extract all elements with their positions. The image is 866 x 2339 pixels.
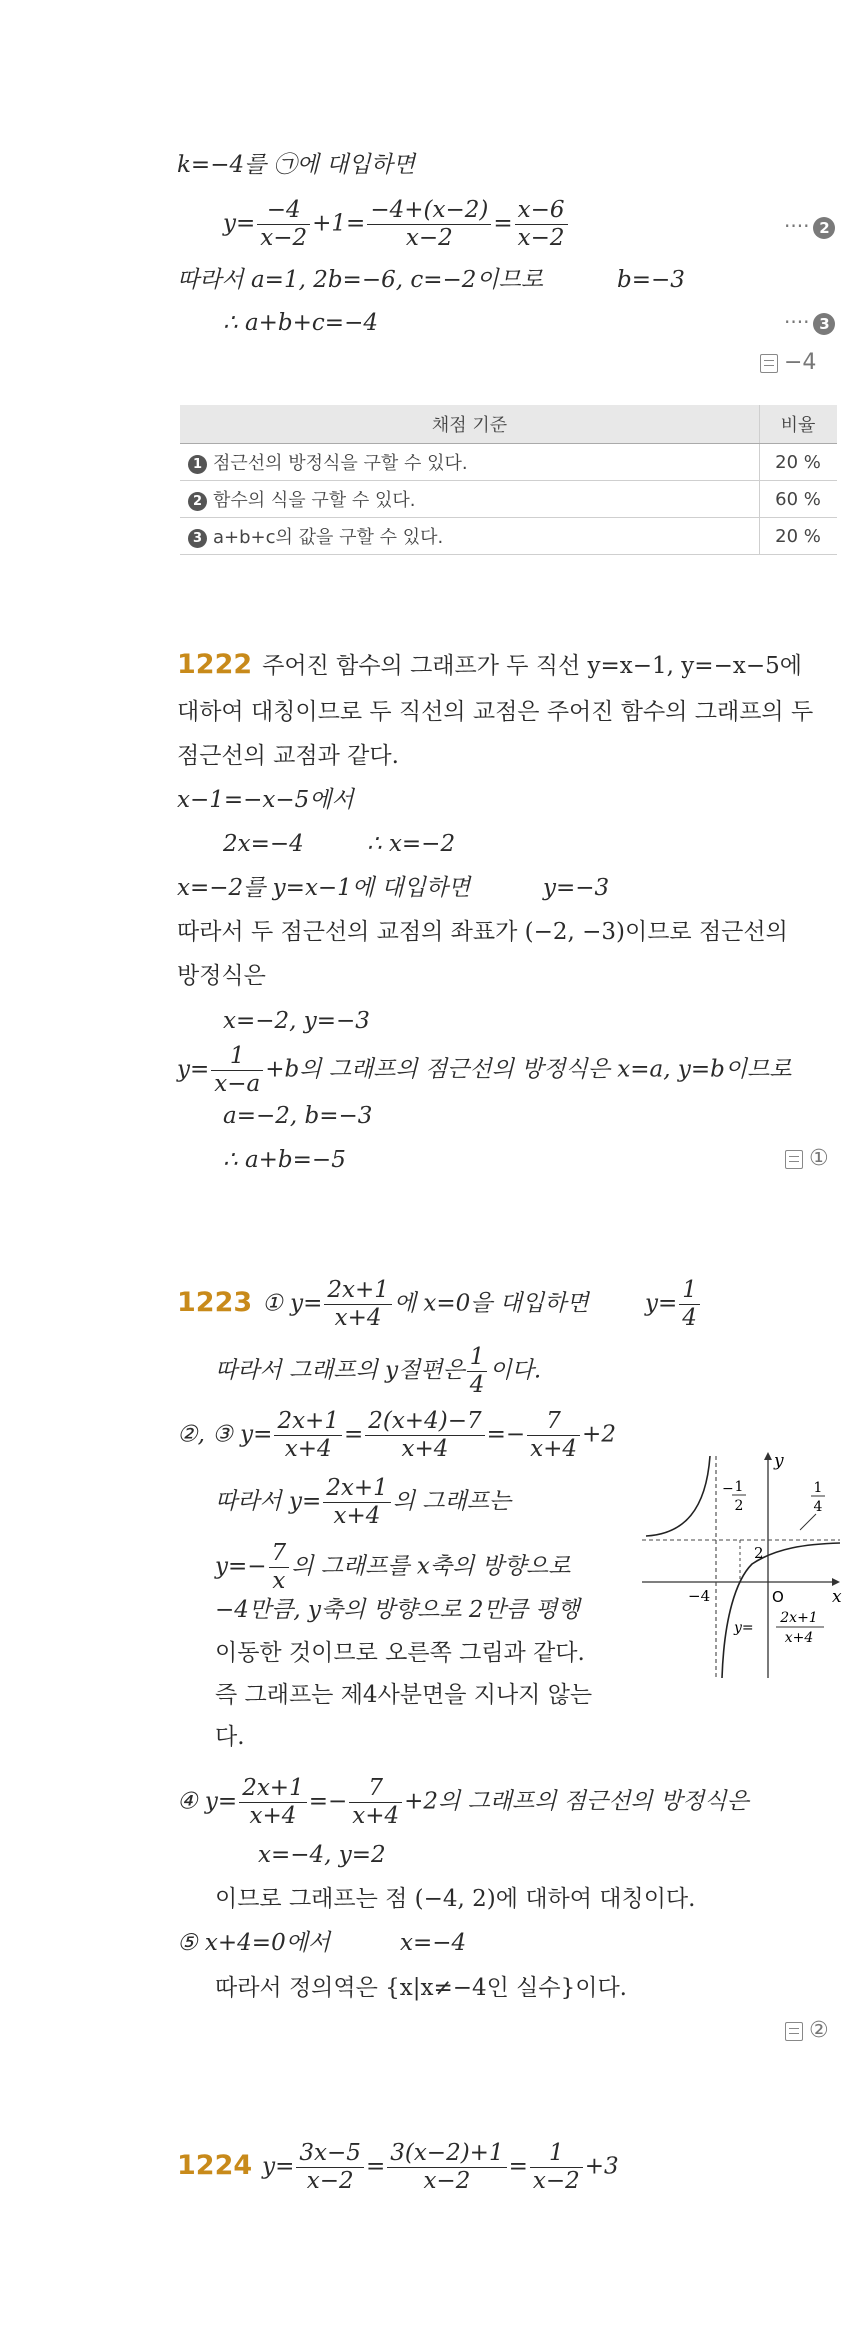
scoring-table (180, 405, 837, 555)
problem-1223-line9: 다. (215, 1724, 245, 1750)
fraction: $\frac{7}{x}$ (269, 1540, 290, 1595)
svg-text:2: 2 (734, 1498, 744, 1514)
header-ratio: 비율 (760, 405, 838, 444)
fraction: $\frac{1}{x-2}$ (530, 2140, 583, 2195)
step-marker-2: ···· 2 (784, 214, 835, 239)
table-header (180, 405, 837, 444)
fraction: $\frac{7}{x+4}$ (527, 1408, 580, 1463)
problem-1222-line10: y= $\frac{1}{x-a}$ +b의 그래프의 점근선의 방정식은 x=a, y=b이므로 (177, 1043, 792, 1097)
answer-icon (785, 1150, 803, 1169)
table-row: 3 a+b+c의 값을 구할 수 있다. 20 % (180, 518, 837, 555)
therefore-line: 따라서 a=1, 2b=−6, c=−2이므로 (177, 267, 544, 293)
svg-text:−: − (722, 1481, 734, 1497)
problem-number: 1224 (177, 2149, 253, 2181)
curve-equation-label (733, 1610, 824, 1646)
problem-1224-line: 1224 y= $\frac{3x-5}{x-2}$ = $\frac{3(x-2)+1}{x-2}$ = $\frac{1}{x-2}$ +3 (177, 2140, 619, 2194)
origin-label: O (772, 1588, 784, 1606)
problem-1222-line5b: ∴ x=−2 (367, 831, 456, 857)
problem-1223-intercept: 따라서 그래프의 y절편은 $\frac{1}{4}$ 이다. (215, 1344, 542, 1398)
fraction: $\frac{3x-5}{x-2}$ (296, 2140, 364, 2195)
svg-text:1: 1 (813, 1480, 823, 1496)
sum-line: ∴ a+b+c=−4 (223, 310, 378, 336)
fraction: $\frac{7}{x+4}$ (349, 1775, 402, 1830)
problem-1222-line5: 2x=−4 (223, 831, 304, 857)
problem-1223-line6: −4만큼, y축의 방향으로 2만큼 평행 (215, 1597, 580, 1623)
b-value: b=−3 (617, 267, 685, 293)
problem-1223-line1: 1223 ① y= $\frac{2x+1}{x+4}$ 에 x=0을 대입하면 (177, 1277, 589, 1331)
problem-1222-line7: 따라서 두 점근선의 교점의 좌표가 (−2, −3)이므로 점근선의 (177, 919, 788, 945)
table-row: 2 함수의 식을 구할 수 있다. 60 % (180, 481, 837, 518)
answer-icon (760, 354, 778, 373)
equation-line: y= $\frac{-4}{x-2}$ +1= $\frac{-4+(x-2)}{x-2}$ = $\frac{x-6}{x-2}$ (223, 197, 570, 252)
substitute-line: k=−4를 ㉠에 대입하면 (177, 152, 416, 178)
problem-1223-graph-intro: 따라서 y= $\frac{2x+1}{x+4}$ 의 그래프는 (215, 1475, 512, 1529)
fraction: $\frac{2x+1}{x+4}$ (274, 1408, 342, 1463)
fraction: $\frac{2x+1}{x+4}$ (324, 1277, 392, 1332)
problem-1222-line8: 방정식은 (177, 963, 266, 989)
problem-1223-asymptote: ④ y= $\frac{2x+1}{x+4}$ =− $\frac{7}{x+4}$ +2의 그래프의 점근선의 방정식은 (177, 1775, 749, 1829)
x-axis-label: x (832, 1587, 842, 1607)
hyperbola-graph (636, 1448, 846, 1683)
problem-1222-line6b: y=−3 (543, 875, 610, 901)
answer-badge: −4 (760, 350, 816, 375)
problem-1222-line9: x=−2, y=−3 (223, 1008, 370, 1034)
y-axis-label: y (774, 1451, 784, 1471)
problem-number: 1222 (177, 649, 253, 680)
problem-number: 1223 (177, 1286, 253, 1318)
problem-1222-line12: ∴ a+b=−5 (223, 1147, 346, 1173)
problem-1223-line8: 즉 그래프는 제4사분면을 지나지 않는 (215, 1682, 593, 1708)
fraction: $\frac{2x+1}{x+4}$ (323, 1475, 391, 1530)
problem-1222-line3: 점근선의 교점과 같다. (177, 743, 399, 769)
step-number-icon: 2 (188, 492, 207, 511)
fraction: $\frac{1}{4}$ (679, 1277, 700, 1332)
table-row: 1 점근선의 방정식을 구할 수 있다. 20 % (180, 444, 837, 481)
neg4-label: −4 (688, 1587, 711, 1605)
problem-1222-line11: a=−2, b=−3 (223, 1103, 373, 1129)
fraction: $\frac{1}{x-a}$ (211, 1043, 263, 1098)
problem-1223-transform: ②, ③ y= $\frac{2x+1}{x+4}$ = $\frac{2(x+4)-7}{x+4}$ =− $\frac{7}{x+4}$ +2 (177, 1408, 616, 1462)
curve-left-branch (646, 1456, 710, 1536)
step-number-icon: 1 (188, 455, 207, 474)
fraction: $\frac{-4}{x-2}$ (257, 197, 310, 252)
fraction: $\frac{-4+(x-2)}{x-2}$ (367, 197, 491, 252)
svg-text:4: 4 (813, 1499, 823, 1515)
problem-1222-line1: 1222 주어진 함수의 그래프가 두 직선 y=x−1, y=−x−5에 (177, 649, 802, 680)
problem-1222-line4: x−1=−x−5에서 (177, 787, 354, 813)
neg-half-label (722, 1479, 746, 1514)
svg-text:x+4: x+4 (784, 1630, 814, 1646)
problem-1223-line12: 이므로 그래프는 점 (−4, 2)에 대하여 대칭이다. (215, 1886, 696, 1912)
step-marker-3: ···· 3 (784, 310, 835, 335)
problem-1222-line6: x=−2를 y=x−1에 대입하면 (177, 875, 471, 901)
problem-1223-y-result: y= $\frac{1}{4}$ (645, 1277, 702, 1332)
answer-icon (785, 2022, 803, 2041)
fraction: $\frac{2x+1}{x+4}$ (239, 1775, 307, 1830)
problem-1223-line14: 따라서 정의역은 {x|x≠−4인 실수}이다. (215, 1975, 627, 2001)
fraction: $\frac{2(x+4)-7}{x+4}$ (365, 1408, 484, 1463)
fraction: $\frac{3(x-2)+1}{x-2}$ (387, 2140, 506, 2195)
svg-text:y=: y= (734, 1620, 754, 1636)
problem-1223-line13b: x=−4 (400, 1930, 467, 1956)
problem-1223-shift: y=− $\frac{7}{x}$ 의 그래프를 x축의 방향으로 (215, 1540, 571, 1594)
answer-badge: ② (785, 2018, 829, 2043)
header-criteria: 채점 기준 (180, 405, 760, 444)
fraction: $\frac{x-6}{x-2}$ (515, 197, 568, 252)
svg-text:2x+1: 2x+1 (780, 1610, 818, 1626)
two-label: 2 (754, 1544, 764, 1562)
problem-1223-line7: 이동한 것이므로 오른쪽 그림과 같다. (215, 1640, 585, 1666)
fraction: $\frac{1}{4}$ (467, 1344, 488, 1399)
answer-badge: ① (785, 1146, 829, 1171)
problem-1223-line13: ⑤ x+4=0에서 (177, 1930, 331, 1956)
step-number-icon: 3 (188, 529, 207, 548)
problem-1223-line11: x=−4, y=2 (258, 1842, 386, 1868)
quarter-label (800, 1480, 825, 1530)
problem-1222-line2: 대하여 대칭이므로 두 직선의 교점은 주어진 함수의 그래프의 두 (177, 699, 814, 725)
svg-text:1: 1 (734, 1479, 744, 1495)
